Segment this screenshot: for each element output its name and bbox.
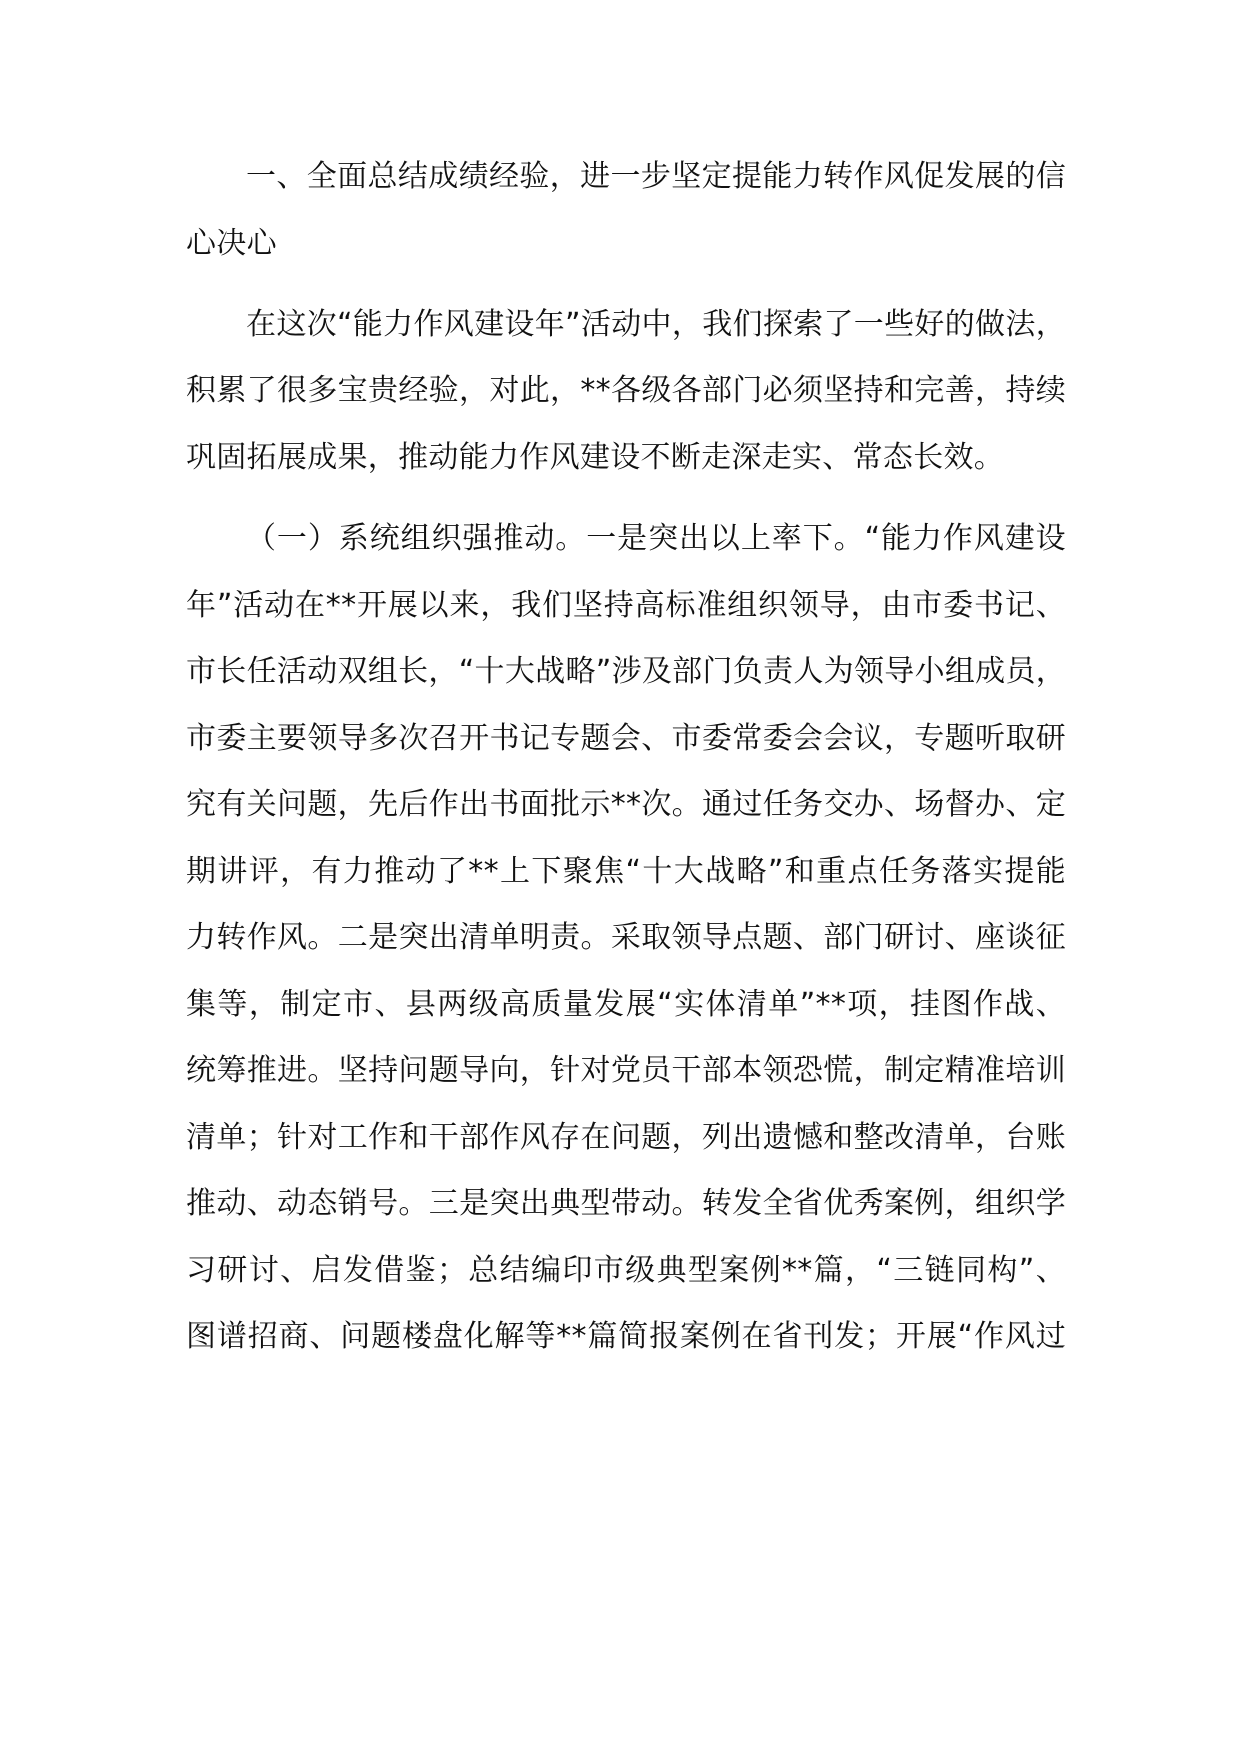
- paragraph-2-line-3: 市长任活动双组长，“十大战略”涉及部门负责人为领导小组成员，: [186, 654, 1067, 689]
- paragraph-2-line-10: 清单；针对工作和干部作风存在问题，列出遗憾和整改清单，台账: [186, 1120, 1066, 1155]
- paragraph-2-line-4: 市委主要领导多次召开书记专题会、市委常委会会议，专题听取研: [186, 721, 1066, 756]
- paragraph-2-line-9: 统筹推进。坚持问题导向，针对党员干部本领恐慌，制定精准培训: [186, 1053, 1066, 1088]
- paragraph-2-line-13: 图谱招商、问题楼盘化解等**篇简报案例在省刊发；开展“作风过: [186, 1319, 1066, 1354]
- paragraph-1-line-1: 在这次“能力作风建设年”活动中，我们探索了一些好的做法，: [246, 307, 1066, 342]
- paragraph-1-line-3: 巩固拓展成果，推动能力作风建设不断走深走实、常态长效。: [186, 440, 1005, 475]
- paragraph-2-line-6: 期讲评，有力推动了**上下聚焦“十大战略”和重点任务落实提能: [186, 854, 1066, 889]
- heading-line-1: 一、全面总结成绩经验，进一步坚定提能力转作风促发展的信: [246, 159, 1066, 194]
- paragraph-2-line-2: 年”活动在**开展以来，我们坚持高标准组织领导，由市委书记、: [186, 588, 1066, 623]
- paragraph-2-line-5: 究有关问题，先后作出书面批示**次。通过任务交办、场督办、定: [186, 787, 1066, 822]
- paragraph-2-line-1: （一）系统组织强推动。一是突出以上率下。“能力作风建设: [246, 521, 1066, 556]
- paragraph-2-line-7: 力转作风。二是突出清单明责。采取领导点题、部门研讨、座谈征: [186, 920, 1066, 955]
- paragraph-2-line-8: 集等，制定市、县两级高质量发展“实体清单”**项，挂图作战、: [186, 987, 1066, 1022]
- paragraph-2-line-12: 习研讨、启发借鉴；总结编印市级典型案例**篇，“三链同构”、: [186, 1253, 1066, 1288]
- paragraph-2-line-11: 推动、动态销号。三是突出典型带动。转发全省优秀案例，组织学: [186, 1186, 1066, 1221]
- heading-line-2: 心决心: [186, 226, 277, 261]
- paragraph-1-line-2: 积累了很多宝贵经验，对此，**各级各部门必须坚持和完善，持续: [186, 373, 1066, 408]
